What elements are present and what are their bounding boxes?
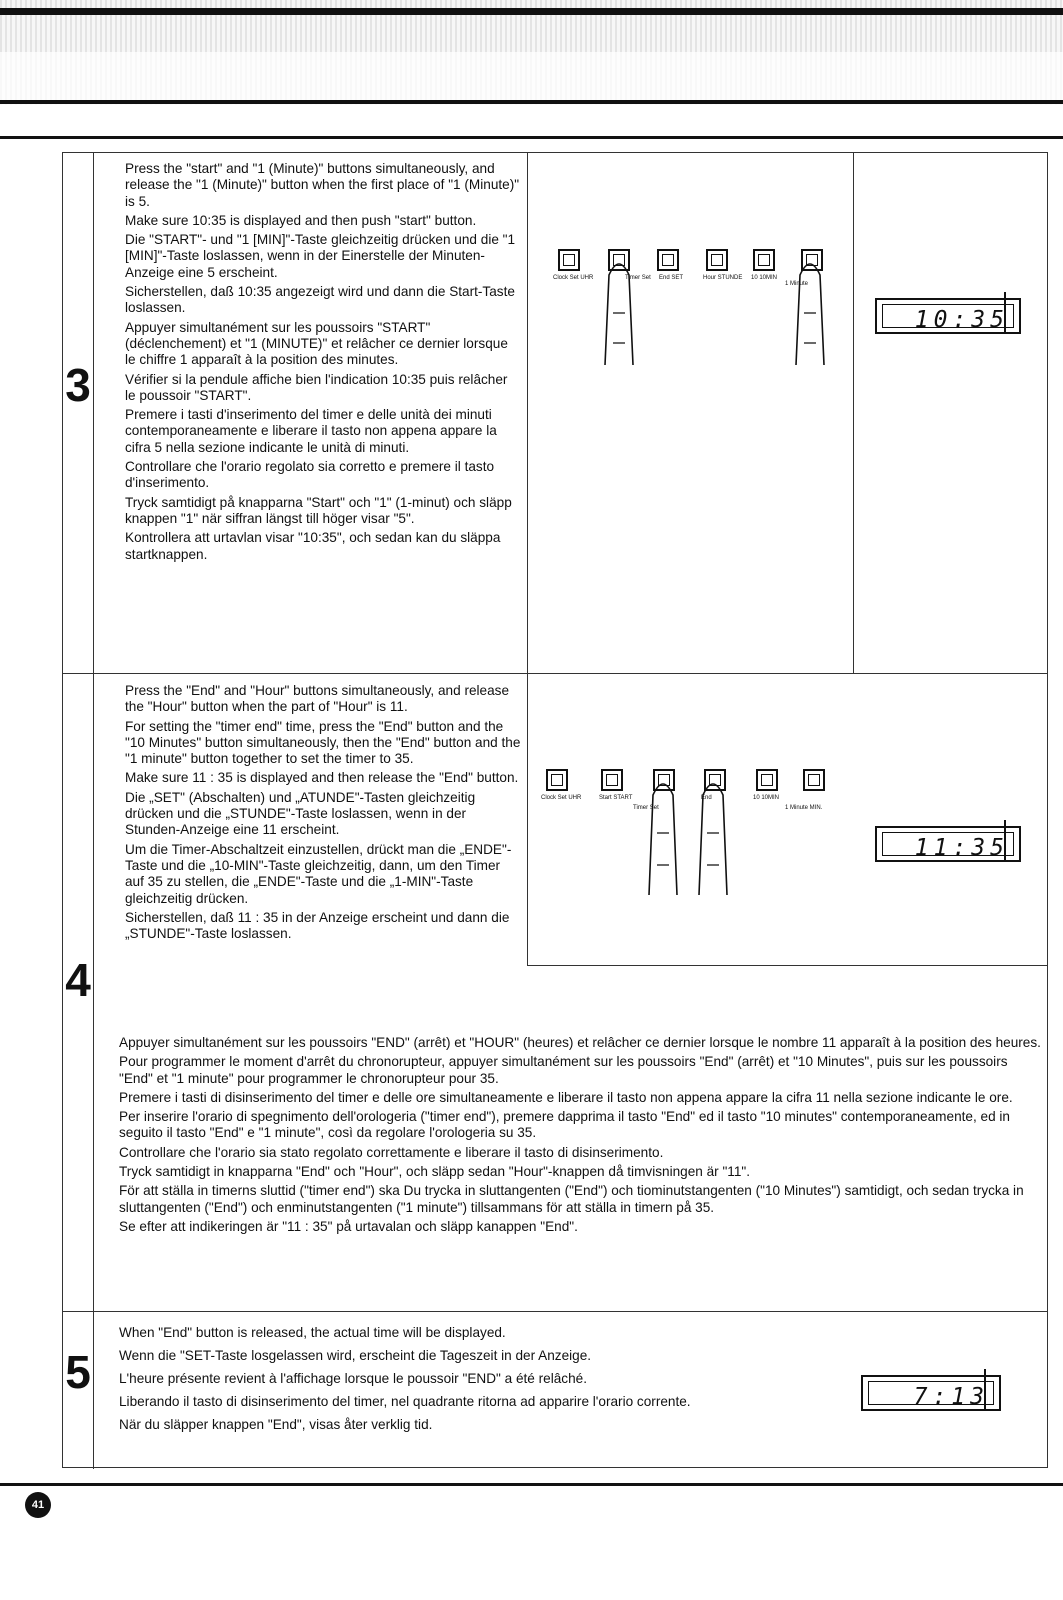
display-time: 7:13 (913, 1384, 989, 1410)
paragraph: Die "START"- und "1 [MIN]"-Taste gleichzeitig drücken und die "1 [MIN]"-Taste loslassen, wenn in der Einerstelle der Minuten-Anzeige eine 5 erscheint. (125, 232, 516, 280)
paragraph: Press the "start" and "1 (Minute)" buttons simultaneously, and release the "1 (Minute)" button when the first place of "1 (Minute)" is 5. (125, 161, 520, 209)
header-rule (0, 100, 1063, 104)
paragraph: Press the "End" and "Hour" buttons simultaneously, and release the "Hour" button when the part of "Hour" is 11. (125, 683, 510, 715)
image-column-divider (527, 153, 528, 673)
paragraph: L'heure présente revient à l'affichage lorsque le poussoir "END" a été relâché. (119, 1371, 587, 1386)
step-number: 4 (65, 954, 91, 1006)
display-time: 10:35 (914, 307, 1009, 333)
figure-box-bottom (527, 965, 1047, 966)
paragraph: Kontrollera att urtavlan visar "10:35", och sedan kan du släppa startknappen. (125, 530, 501, 562)
button-label: 1 Minute MIN. (785, 805, 823, 811)
button-label: Clock Set UHR (553, 275, 594, 281)
header-band (0, 0, 1063, 105)
step-number: 5 (65, 1346, 91, 1398)
paragraph: Controllare che l'orario sia stato regolato correttamente e liberare il tasto di disinserimento. (119, 1144, 664, 1160)
instruction-table (62, 152, 1048, 1468)
paragraph: Premere i tasti d'inserimento del timer e delle unità dei minuti contemporaneamente e liberare il tasto non appena appare la cifra 5 nella sezione indicante le unità di minuti. (125, 407, 497, 455)
button-label: 1 Minute (785, 281, 809, 287)
button-label: Start START (599, 795, 633, 801)
top-rule (0, 8, 1063, 15)
paragraph: Make sure 10:35 is displayed and then push "start" button. (125, 212, 477, 228)
page-number: 41 (25, 1492, 51, 1518)
button-label: Timer Set (625, 275, 651, 281)
button-label: 10 10MIN (751, 275, 778, 281)
paragraph: Sicherstellen, daß 11 : 35 in der Anzeige erscheint und dann die „STUNDE"-Taste loslassen. (125, 909, 510, 942)
paragraph: Liberando il tasto di disinserimento del timer, nel quadrante ritorna ad apparire l'orario corrente. (119, 1394, 691, 1409)
button-label: 10 10MIN (753, 795, 780, 801)
step-4-button-figure (541, 765, 841, 895)
display-column-divider (853, 153, 854, 673)
paragraph: Premere i tasti di disinserimento del timer e delle ore simultaneamente e liberare il tasto non appena appare la cifra 11 nella sezione indicante le ore. (119, 1089, 1013, 1105)
paragraph: Tryck samtidigt in knapparna "End" och "Hour", och släpp sedan "Hour"-knappen då timvisningen är "11". (119, 1164, 751, 1180)
paragraph: Sicherstellen, daß 10:35 angezeigt wird und dann die Start-Taste loslassen. (125, 284, 515, 316)
button-label: Timer Set (633, 805, 659, 811)
paragraph: Pour programmer le moment d'arrêt du chronorupteur, appuyer simultanément sur les poussoirs "End" (arrêt) et "10 Minutes", puis sur les poussoirs "End" et "1 minute" pour programmer le chronorupteur pour 35. (119, 1054, 1008, 1086)
step-3-text (125, 161, 521, 566)
bottom-rule (0, 1483, 1063, 1486)
pressing-fingers-icon (541, 765, 841, 895)
step-5-display (861, 1375, 1001, 1411)
display-time: 11:35 (914, 835, 1009, 861)
paragraph: Um die Timer-Abschaltzeit einzustellen, drückt man die „ENDE"-Taste und die „10-MIN"-Taste gleichzeitig, dann, um den Timer auf 35 zu stellen, die „ENDE"-Taste und die „1-MIN"-Taste gleichzeitig drücken. (125, 841, 512, 906)
paragraph: När du släpper knappen "End", visas åter verklig tid. (119, 1417, 433, 1432)
paragraph: Make sure 11 : 35 is displayed and then release the "End" button. (125, 770, 519, 786)
paragraph: Wenn die "SET-Taste losgelassen wird, erscheint die Tageszeit in der Anzeige. (119, 1348, 592, 1363)
button-label: Hour STUNDE (703, 275, 743, 281)
paragraph: Vérifier si la pendule affiche bien l'indication 10:35 puis relâcher le poussoir "START". (125, 371, 508, 403)
pressing-fingers-icon (553, 245, 843, 365)
paragraph: For setting the "timer end" time, press the "End" button and the "10 Minutes" button simultaneously, then the "End" button and the "1 minute" button together to set the timer to 35. (125, 718, 521, 767)
button-label: Clock Set UHR (541, 795, 582, 801)
paragraph: Tryck samtidigt på knapparna "Start" och "1" (1-minut) och släpp knappen "1" när siffran längst till höger visar "5". (125, 494, 512, 526)
button-label: End (701, 795, 712, 801)
number-column-divider (93, 153, 94, 1469)
step-4-display (875, 826, 1021, 862)
paragraph: When "End" button is released, the actual time will be displayed. (119, 1325, 506, 1340)
paragraph: Se efter att indikeringen är "11 : 35" på urtavalan och släpp kanappen "End". (119, 1218, 578, 1234)
section-rule (0, 136, 1063, 139)
image-column-divider (527, 673, 528, 965)
paragraph: Per inserire l'orario di spegnimento dell'orologeria ("timer end"), premere dapprima il tasto "End" ed il tasto "10 minutes" contemporaneamente, ed in seguito il tasto "End" e "1 minute", così da regolare l'orologeria su 35. (119, 1109, 1010, 1141)
paragraph: Die „SET" (Abschalten) und „ATUNDE"-Tasten gleichzeitig drücken und die „STUNDE"-Taste loslassen, wenn in der Stunden-Anzeige eine 11 erscheint. (125, 789, 476, 838)
paragraph: Appuyer simultanément sur les poussoirs "END" (arrêt) et "HOUR" (heures) et relâcher ce dernier lorsque le nombre 11 apparaît à la position des heures. (119, 1035, 1041, 1050)
row-divider (63, 673, 1047, 674)
button-label: End SET (659, 275, 684, 281)
step-5-text (119, 1323, 899, 1438)
step-4-wide-text (119, 1035, 1041, 1238)
step-number: 3 (65, 359, 91, 411)
step-3-display (875, 298, 1021, 334)
paragraph: För att ställa in timerns sluttid ("timer end") ska Du trycka in sluttangenten ("End") och tiominutstangenten ("10 Minutes") samtidigt, och sedan trycka in sluttangenten ("End") och enminutstangenten ("1 minute") tillsammans för att ställa in timern på 35. (119, 1183, 1024, 1215)
paragraph: Controllare che l'orario regolato sia corretto e premere il tasto d'inserimento. (125, 459, 495, 491)
row-divider (63, 1311, 1047, 1312)
paragraph: Appuyer simultanément sur les poussoirs "START" (déclenchement) et "1 (MINUTE)" et relâcher ce dernier lorsque le chiffre 1 apparaît à la position des minutes. (125, 319, 508, 368)
step-4-text (125, 683, 521, 945)
step-3-button-figure (553, 245, 843, 365)
